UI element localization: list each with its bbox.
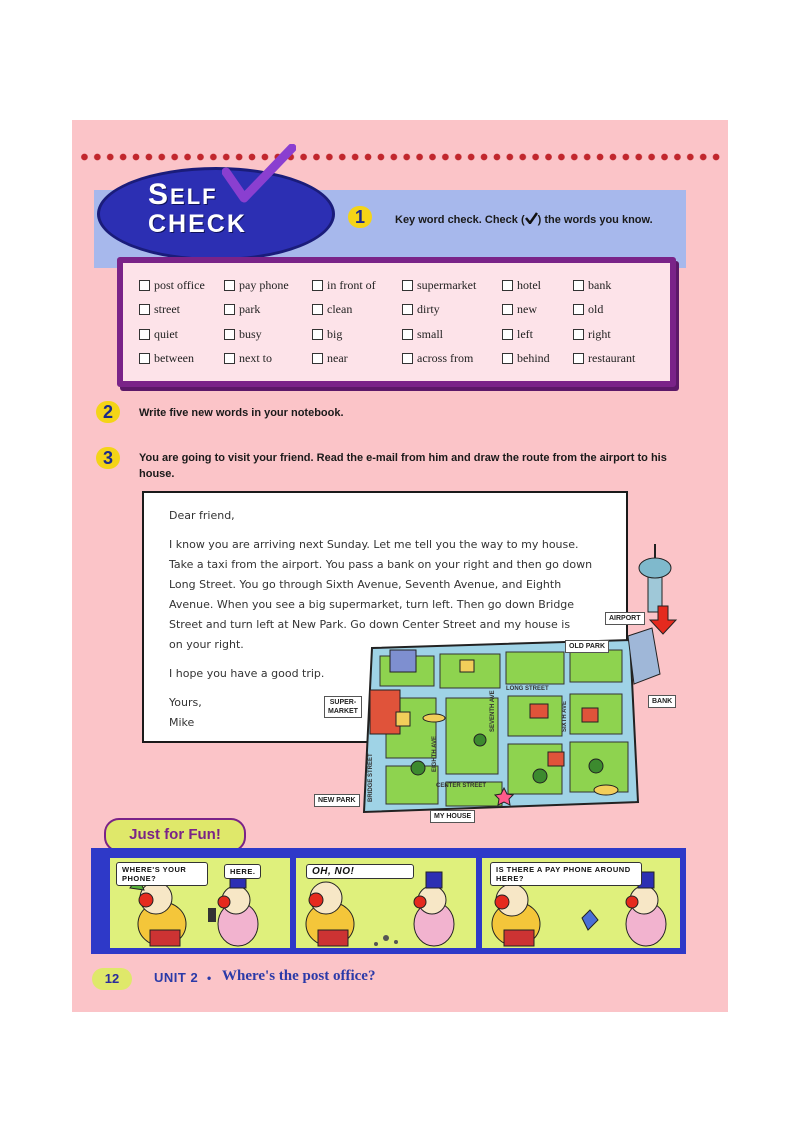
word-checkbox[interactable] <box>573 298 659 323</box>
speech-bubble-4: IS THERE A PAY PHONE AROUND HERE? <box>490 862 642 886</box>
street-seventh-ave: SEVENTH AVE <box>490 690 496 732</box>
checkbox[interactable] <box>139 353 150 364</box>
word-label: clean <box>327 302 353 317</box>
map-label-supermarket <box>324 696 362 718</box>
checkbox[interactable] <box>312 304 323 315</box>
word-label: small <box>417 326 443 341</box>
map-label-bank: BANK <box>648 695 676 708</box>
word-label: near <box>327 351 348 366</box>
title-line-2: CHECK <box>148 210 247 238</box>
footer-separator: • <box>207 971 212 985</box>
checkbox[interactable] <box>573 329 584 340</box>
word-label: street <box>154 302 180 317</box>
street-eighth-ave: EIGHTH AVE <box>432 735 438 772</box>
checkbox[interactable] <box>573 353 584 364</box>
word-checkbox[interactable] <box>224 347 312 372</box>
letter-line: Street and turn left at New Park. Go down Center Street and my house is <box>169 618 571 631</box>
word-checkbox[interactable] <box>139 273 224 298</box>
supermarket-line-2: MARKET <box>328 708 358 715</box>
word-checkbox[interactable] <box>312 347 402 372</box>
word-label: between <box>154 351 194 366</box>
checkbox[interactable] <box>573 280 584 291</box>
comic-panel-2 <box>296 858 476 948</box>
word-checkbox[interactable] <box>139 322 224 347</box>
word-label: in front of <box>327 277 376 292</box>
checkbox[interactable] <box>224 280 235 291</box>
map-label-my-house: MY HOUSE <box>430 810 475 823</box>
word-label: busy <box>239 326 262 341</box>
street-sixth-ave: SIXTH AVE <box>562 700 568 732</box>
word-checkbox[interactable] <box>573 273 659 298</box>
word-label: right <box>588 326 611 341</box>
word-checkbox[interactable] <box>502 273 573 298</box>
page-number: 12 <box>92 968 132 990</box>
street-long-street: LONG STREET <box>506 686 549 692</box>
street-center-street: CENTER STREET <box>436 783 487 789</box>
checkbox[interactable] <box>139 304 150 315</box>
word-checkbox[interactable] <box>312 298 402 323</box>
checkbox[interactable] <box>312 353 323 364</box>
map-illustration <box>300 540 690 830</box>
word-checkbox[interactable] <box>402 298 502 323</box>
word-label: next to <box>239 351 272 366</box>
word-checkbox[interactable] <box>312 322 402 347</box>
word-label: new <box>517 302 537 317</box>
word-checkbox[interactable] <box>224 322 312 347</box>
map-label-airport: AIRPORT <box>605 612 645 625</box>
word-checkbox[interactable] <box>502 298 573 323</box>
supermarket-line-1: SUPER- <box>329 699 357 706</box>
exercise-3-instruction: You are going to visit your friend. Read the e-mail from him and draw the route from the airport to his house. <box>139 452 667 480</box>
checkbox[interactable] <box>502 353 513 364</box>
exercise-2-instruction: Write five new words in your notebook. <box>139 407 344 419</box>
letter-line: on your right. <box>169 638 244 651</box>
word-checkbox[interactable] <box>502 347 573 372</box>
word-checkbox[interactable] <box>312 273 402 298</box>
dotted-divider <box>78 152 723 162</box>
letter-line: I know you are arriving next Sunday. Let me tell you the way to my house. <box>169 538 579 551</box>
checkbox[interactable] <box>224 329 235 340</box>
word-label: dirty <box>417 302 440 317</box>
word-checkbox[interactable] <box>402 273 502 298</box>
instruction-part-2: ) the words you know. <box>537 214 653 226</box>
letter-name: Mike <box>169 716 195 729</box>
letter-line: Take a taxi from the airport. You pass a bank on your right and then go down <box>169 558 593 571</box>
checkbox[interactable] <box>139 280 150 291</box>
word-checkbox[interactable] <box>139 347 224 372</box>
word-label: quiet <box>154 326 178 341</box>
checkbox[interactable] <box>224 353 235 364</box>
word-checkbox[interactable] <box>139 298 224 323</box>
letter-line: Avenue. When you see a big supermarket, turn left. Then go down Bridge <box>169 598 575 611</box>
speech-bubble-1: WHERE'S YOUR PHONE? <box>116 862 208 886</box>
checkbox[interactable] <box>402 280 413 291</box>
checkbox[interactable] <box>139 329 150 340</box>
word-checkbox[interactable] <box>502 322 573 347</box>
word-label: big <box>327 326 343 341</box>
word-check-grid <box>139 273 659 371</box>
word-label: left <box>517 326 533 341</box>
word-checkbox[interactable] <box>402 347 502 372</box>
checkbox[interactable] <box>312 280 323 291</box>
exercise-1-number: 1 <box>348 206 372 228</box>
map-label-old-park: OLD PARK <box>565 640 609 653</box>
word-label: old <box>588 302 604 317</box>
comic-panel-3 <box>482 858 680 948</box>
checkbox[interactable] <box>224 304 235 315</box>
unit-label-text: UNIT 2 <box>154 970 199 985</box>
exercise-3-number: 3 <box>96 447 120 469</box>
word-label: post office <box>154 277 205 292</box>
word-checkbox[interactable] <box>224 298 312 323</box>
word-label: supermarket <box>417 277 477 292</box>
map-label-new-park: NEW PARK <box>314 794 360 807</box>
word-label: park <box>239 302 261 317</box>
checkbox[interactable] <box>402 304 413 315</box>
checkmark-icon <box>525 212 538 224</box>
instruction-part-1: Key word check. Check ( <box>395 214 525 226</box>
checkbox[interactable] <box>502 329 513 340</box>
just-for-fun-title: Just for Fun! <box>104 818 246 852</box>
checkbox[interactable] <box>502 280 513 291</box>
letter-closing: I hope you have a good trip. <box>169 667 325 680</box>
exercise-2-number: 2 <box>96 401 120 423</box>
unit-title: Where's the post office? <box>222 968 376 984</box>
checkbox[interactable] <box>312 329 323 340</box>
letter-yours: Yours, <box>169 696 202 709</box>
checkmark-icon <box>222 144 296 204</box>
checkbox[interactable] <box>573 304 584 315</box>
word-label: bank <box>588 277 612 292</box>
speech-bubble-3: OH, NO! <box>306 864 414 879</box>
comic-panel-1 <box>110 858 290 948</box>
word-label: restaurant <box>588 351 636 366</box>
unit-label <box>154 970 212 985</box>
town-map <box>300 540 690 830</box>
street-bridge-street: BRIDGE STREET <box>368 753 374 802</box>
checkbox[interactable] <box>502 304 513 315</box>
title-line-1: SELF <box>148 178 218 211</box>
word-label: hotel <box>517 277 541 292</box>
word-label: behind <box>517 351 550 366</box>
exercise-1-instruction <box>395 212 680 228</box>
word-checkbox[interactable] <box>402 322 502 347</box>
word-checkbox[interactable] <box>224 273 312 298</box>
word-label: across from <box>417 351 474 366</box>
word-checkbox[interactable] <box>573 322 659 347</box>
word-label: pay phone <box>239 277 289 292</box>
speech-bubble-2: HERE. <box>224 864 261 879</box>
letter-greeting: Dear friend, <box>169 509 235 522</box>
checkbox[interactable] <box>402 329 413 340</box>
letter-line: Long Street. You go through Sixth Avenue, Seventh Avenue, and Eighth <box>169 578 562 591</box>
checkbox[interactable] <box>402 353 413 364</box>
word-checkbox[interactable] <box>573 347 659 372</box>
